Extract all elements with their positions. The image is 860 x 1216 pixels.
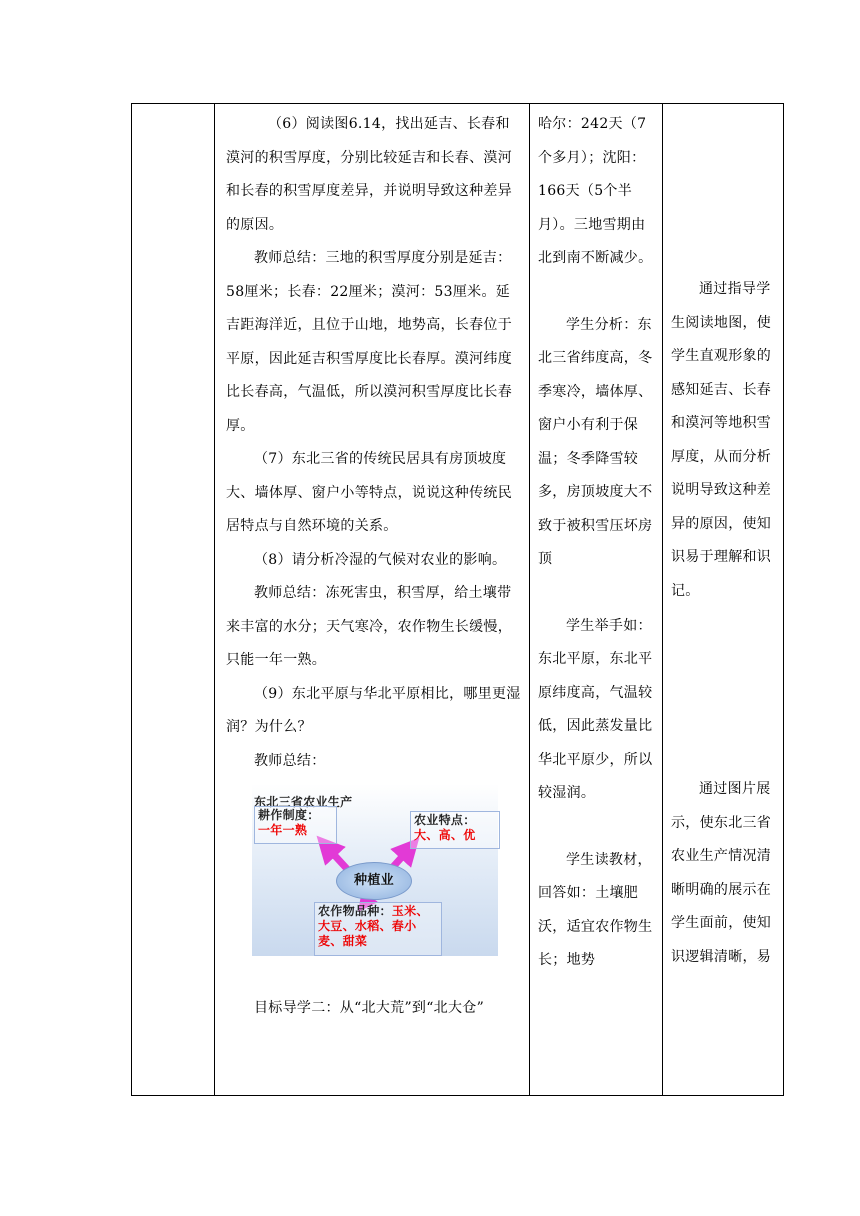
answer-dwelling: 学生分析：东北三省纬度高，冬季寒冷，墙体厚、窗户小有利于保温；冬季降雪较多，房顶坡度大不致于被积雪压坏房顶 [538, 316, 653, 567]
agriculture-diagram [252, 784, 498, 956]
farming-system-box [254, 806, 337, 844]
question-8: （8）请分析冷湿的气候对农业的影响。 [254, 551, 507, 568]
features-label: 农业特点： [414, 813, 476, 827]
question-9: （9）东北平原与华北平原相比，哪里更湿润？为什么？ [226, 685, 521, 735]
intent-picture-display: 通过图片展示，使东北三省农业生产情况清晰明确的展示在学生面前，使知识逻辑清晰，易 [671, 781, 772, 965]
answer-textbook: 学生读教材，回答如：土壤肥沃，适宜农作物生长；地势 [538, 851, 653, 968]
features-box [410, 811, 500, 849]
goal-2: 目标导学二：从“北大荒”到“北大仓” [254, 1000, 485, 1016]
summary-6: 教师总结：三地的积雪厚度分别是延吉：58厘米；长春：22厘米；漠河：53厘米。延吉距海洋近，且位于山地，地势高，长春位于平原，因此延吉积雪厚度比长春厚。漠河纬度比长春高，气温低，所以漠河积雪厚度比长春厚。 [226, 250, 512, 434]
intent-map-reading: 通过指导学生阅读地图，使学生直观形象的感知延吉、长春和漠河等地积雪厚度，从而分析说明导致这种差异的原因，使知识易于理解和识记。 [671, 281, 772, 599]
lesson-plan-table [131, 103, 784, 1096]
question-7: （7）东北三省的传统民居具有房顶坡度大、墙体厚、窗户小等特点，说说这种传统民居特点与自然环境的关系。 [226, 451, 512, 534]
answer-snow-period: 哈尔：242天（7个多月）；沈阳：166天（5个半月）。三地雪期由北到南不断减少。 [538, 116, 653, 266]
section-cell [132, 104, 215, 1096]
farming-system-value: 一年一熟 [258, 823, 308, 837]
question-6: （6）阅读图6.14，找出延吉、长春和漠河的积雪厚度，分别比较延吉和长春、漠河和长春的积雪厚度差异，并说明导致这种差异的原因。 [226, 116, 512, 233]
crops-value-rest: 大豆、水稻、春小麦、甜菜 [318, 919, 417, 948]
arrow-to-farming-system [326, 846, 348, 870]
summary-9: 教师总结： [254, 752, 326, 769]
diagram-title: 东北三省农业生产 [254, 795, 353, 809]
crops-value-inline: 玉米、 [391, 904, 429, 918]
teacher-activity-cell [215, 104, 530, 1096]
summary-8: 教师总结：冻死害虫，积雪厚，给土壤带来丰富的水分；天气寒冷，农作物生长缓慢，只能一年一熟。 [226, 585, 512, 668]
farming-system-label: 耕作制度： [258, 808, 320, 822]
planting-center: 种植业 [336, 862, 412, 900]
student-activity-cell [530, 104, 663, 1096]
design-intent-cell [663, 104, 784, 1096]
crops-box [314, 902, 442, 956]
crops-label: 农作物品种： [318, 904, 392, 918]
answer-humidity: 学生举手如：东北平原，东北平原纬度高，气温较低，因此蒸发量比华北平原少，所以较湿润。 [538, 617, 653, 801]
table-row [132, 104, 784, 1096]
features-value: 大、高、优 [414, 828, 476, 842]
